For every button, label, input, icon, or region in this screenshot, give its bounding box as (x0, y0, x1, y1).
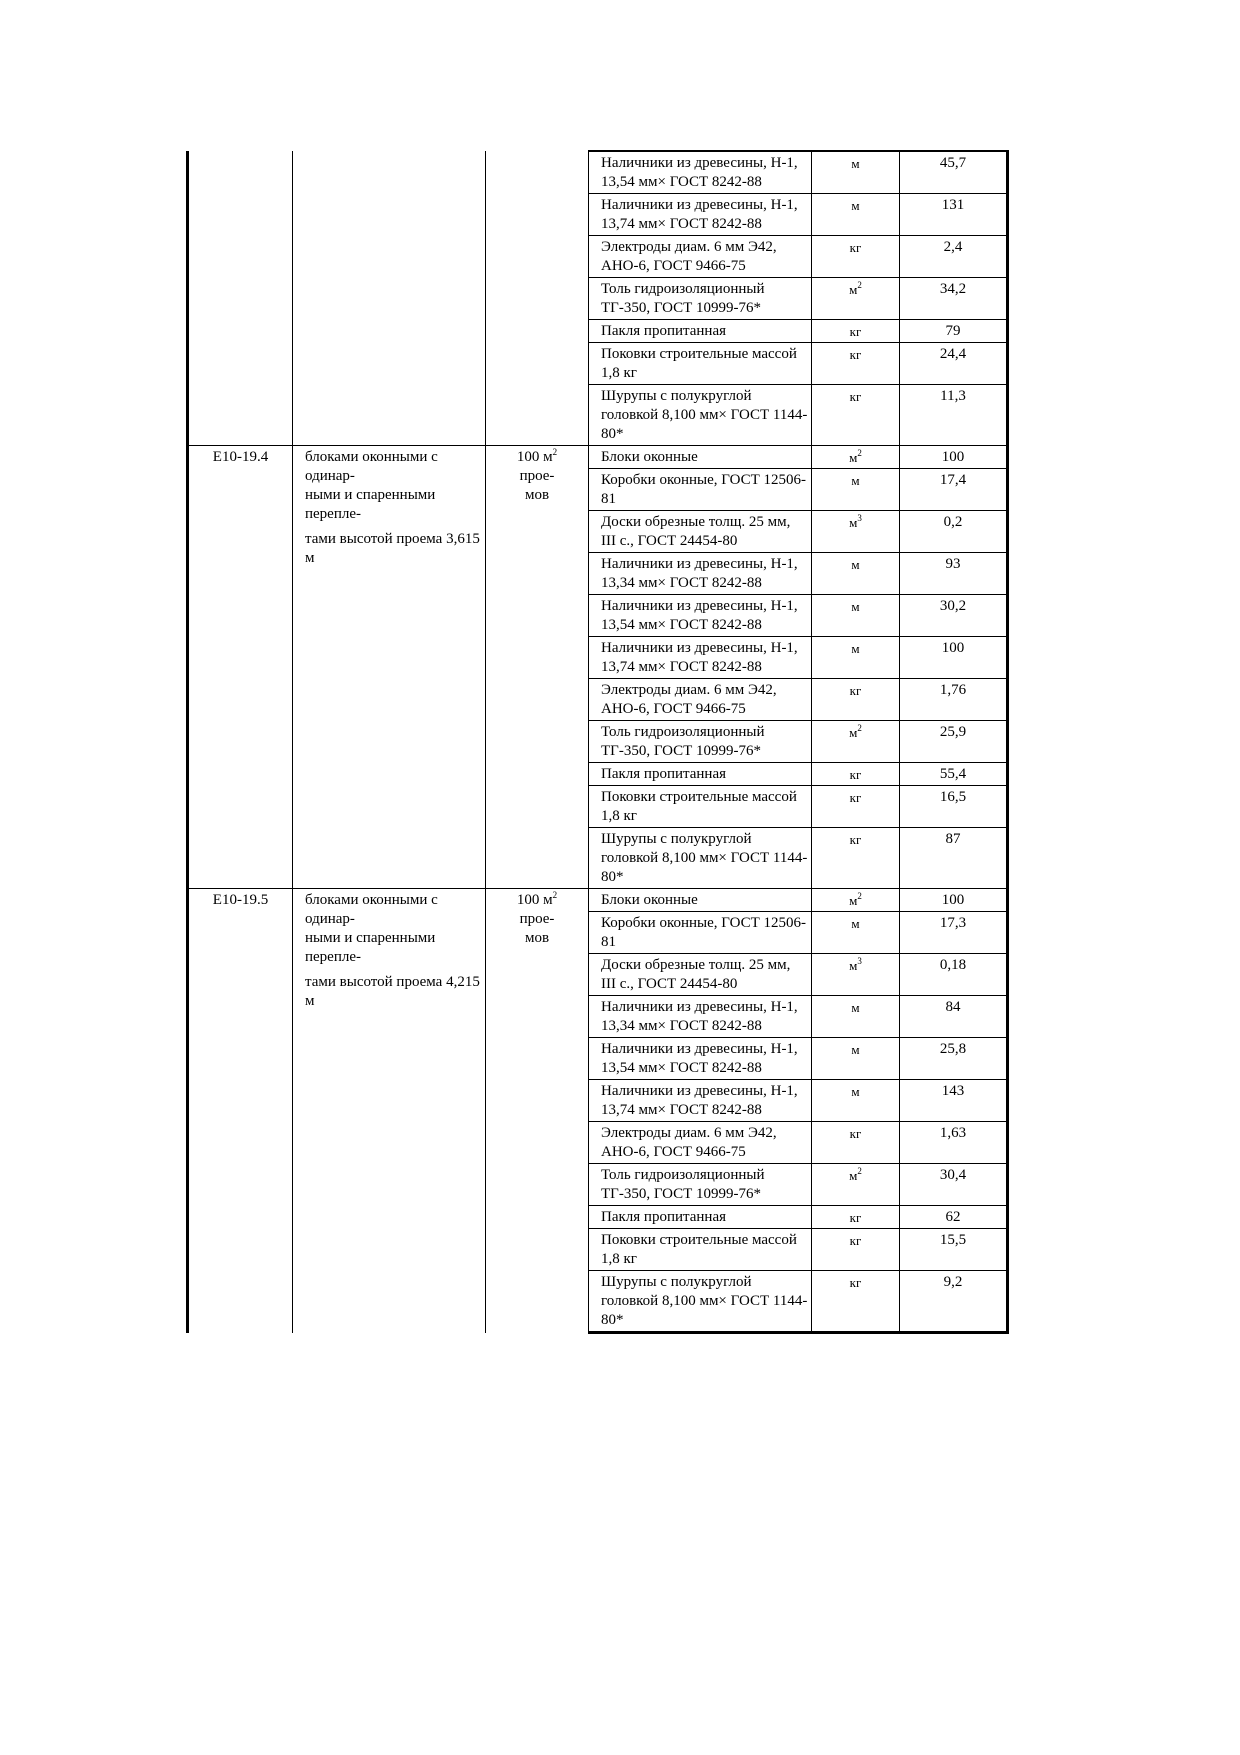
material-unit-exponent: 2 (857, 1166, 862, 1176)
material-name: Наличники из древесины, Н-1, 13,54 мм× ГОСТ 8242-88 (589, 595, 812, 637)
material-unit-exponent: 3 (857, 513, 862, 523)
material-name: Блоки оконные (589, 889, 812, 912)
material-unit-text: кг (849, 767, 862, 782)
material-quantity: 17,4 (900, 469, 1008, 511)
material-unit (812, 912, 900, 954)
measure-unit-text: мов (524, 487, 550, 503)
material-unit-text: м (851, 156, 860, 171)
material-quantity: 0,2 (900, 511, 1008, 553)
measure-unit-line (488, 891, 586, 910)
work-description (293, 151, 486, 446)
material-unit-text: м (851, 641, 860, 656)
material-quantity: 87 (900, 828, 1008, 889)
measure-unit-text: мов (524, 930, 550, 946)
material-unit-exponent: 2 (857, 280, 862, 290)
resource-table-body (188, 151, 1008, 1333)
material-unit-text: м (851, 1000, 860, 1015)
material-quantity: 79 (900, 320, 1008, 343)
material-quantity: 25,9 (900, 721, 1008, 763)
work-description-line: тами высотой проема 4,215 м (305, 974, 480, 1009)
material-name: Поковки строительные массой 1,8 кг (589, 1229, 812, 1271)
material-unit (812, 320, 900, 343)
material-unit-text: кг (849, 240, 862, 255)
material-unit-text: м (851, 473, 860, 488)
measure-unit-line (488, 486, 586, 505)
material-unit-text: кг (849, 389, 862, 404)
material-name: Шурупы с полукруглой головкой 8,100 мм× ГОСТ 1144-80* (589, 828, 812, 889)
material-unit (812, 1164, 900, 1206)
material-unit (812, 1229, 900, 1271)
material-name: Пакля пропитанная (589, 1206, 812, 1229)
measure-unit-line (488, 929, 586, 948)
measure-unit-exponent: 2 (552, 447, 558, 457)
material-unit-text: кг (849, 1275, 862, 1290)
material-unit (812, 786, 900, 828)
material-unit (812, 1122, 900, 1164)
work-description-line: ными и спаренными перепле- (305, 487, 436, 522)
material-name: Доски обрезные толщ. 25 мм, III с., ГОСТ 24454-80 (589, 511, 812, 553)
material-unit-text: кг (849, 1210, 862, 1225)
material-unit (812, 446, 900, 469)
material-unit (812, 889, 900, 912)
work-description-line: ными и спаренными перепле- (305, 930, 436, 965)
resource-norms-document (186, 150, 1006, 1334)
material-unit (812, 278, 900, 320)
material-unit (812, 343, 900, 385)
material-unit (812, 385, 900, 446)
table-row (188, 151, 1008, 194)
material-unit-text: кг (849, 1233, 862, 1248)
material-unit (812, 828, 900, 889)
material-name: Коробки оконные, ГОСТ 12506-81 (589, 912, 812, 954)
material-unit-exponent: 2 (857, 448, 862, 458)
material-unit-text: м (851, 1084, 860, 1099)
resource-table (186, 150, 1009, 1334)
material-name: Наличники из древесины, Н-1, 13,74 мм× ГОСТ 8242-88 (589, 637, 812, 679)
measure-unit-exponent: 2 (552, 890, 558, 900)
material-name: Толь гидроизоляционный ТГ-350, ГОСТ 10999-76* (589, 721, 812, 763)
material-name: Шурупы с полукруглой головкой 8,100 мм× ГОСТ 1144-80* (589, 1271, 812, 1333)
material-quantity: 55,4 (900, 763, 1008, 786)
table-row (188, 446, 1008, 469)
measure-unit (486, 446, 589, 889)
table-row (188, 889, 1008, 912)
material-unit (812, 595, 900, 637)
work-description-line: тами высотой проема 3,615 м (305, 531, 480, 566)
material-unit (812, 553, 900, 595)
material-name: Толь гидроизоляционный ТГ-350, ГОСТ 10999-76* (589, 278, 812, 320)
material-unit (812, 637, 900, 679)
material-unit-text: м (849, 893, 858, 908)
material-unit (812, 1038, 900, 1080)
material-unit (812, 511, 900, 553)
material-quantity: 1,63 (900, 1122, 1008, 1164)
material-unit-text: м (849, 282, 858, 297)
material-quantity: 30,2 (900, 595, 1008, 637)
material-unit-text: м (851, 198, 860, 213)
norm-code: Е10-19.5 (188, 889, 293, 1333)
work-description-line: блоками оконными с одинар- (305, 449, 438, 484)
material-unit (812, 679, 900, 721)
material-unit-exponent: 2 (857, 891, 862, 901)
material-quantity: 34,2 (900, 278, 1008, 320)
measure-unit (486, 151, 589, 446)
material-name: Электроды диам. 6 мм Э42, АНО-6, ГОСТ 9466-75 (589, 236, 812, 278)
work-description (293, 889, 486, 1333)
material-quantity: 17,3 (900, 912, 1008, 954)
measure-unit (486, 889, 589, 1333)
measure-unit-line (488, 910, 586, 929)
material-unit (812, 1271, 900, 1333)
material-quantity: 84 (900, 996, 1008, 1038)
material-name: Электроды диам. 6 мм Э42, АНО-6, ГОСТ 9466-75 (589, 679, 812, 721)
material-name: Толь гидроизоляционный ТГ-350, ГОСТ 10999-76* (589, 1164, 812, 1206)
material-unit-text: кг (849, 324, 862, 339)
material-unit-text: м (851, 557, 860, 572)
material-name: Наличники из древесины, Н-1, 13,54 мм× ГОСТ 8242-88 (589, 151, 812, 194)
material-quantity: 2,4 (900, 236, 1008, 278)
material-quantity: 45,7 (900, 151, 1008, 194)
material-unit-text: кг (849, 347, 862, 362)
material-unit (812, 1080, 900, 1122)
material-unit (812, 1206, 900, 1229)
material-quantity: 11,3 (900, 385, 1008, 446)
material-quantity: 16,5 (900, 786, 1008, 828)
material-unit-text: м (849, 1168, 858, 1183)
material-unit (812, 996, 900, 1038)
material-name: Электроды диам. 6 мм Э42, АНО-6, ГОСТ 9466-75 (589, 1122, 812, 1164)
material-unit-text: м (849, 725, 858, 740)
measure-unit-text: прое- (519, 911, 555, 927)
material-name: Наличники из древесины, Н-1, 13,54 мм× ГОСТ 8242-88 (589, 1038, 812, 1080)
material-quantity: 30,4 (900, 1164, 1008, 1206)
material-unit-text: м (851, 599, 860, 614)
material-unit-text: м (851, 916, 860, 931)
material-unit-text: м (851, 1042, 860, 1057)
material-name: Наличники из древесины, Н-1, 13,74 мм× ГОСТ 8242-88 (589, 194, 812, 236)
material-quantity: 1,76 (900, 679, 1008, 721)
material-unit-text: кг (849, 683, 862, 698)
material-unit (812, 469, 900, 511)
material-quantity: 100 (900, 637, 1008, 679)
norm-code (188, 151, 293, 446)
material-quantity: 0,18 (900, 954, 1008, 996)
material-quantity: 62 (900, 1206, 1008, 1229)
material-unit-text: кг (849, 790, 862, 805)
material-quantity: 131 (900, 194, 1008, 236)
material-unit (812, 194, 900, 236)
material-name: Наличники из древесины, Н-1, 13,74 мм× ГОСТ 8242-88 (589, 1080, 812, 1122)
material-quantity: 100 (900, 889, 1008, 912)
material-name: Коробки оконные, ГОСТ 12506-81 (589, 469, 812, 511)
material-quantity: 15,5 (900, 1229, 1008, 1271)
material-quantity: 25,8 (900, 1038, 1008, 1080)
material-name: Пакля пропитанная (589, 763, 812, 786)
measure-unit-line (488, 448, 586, 467)
material-quantity: 100 (900, 446, 1008, 469)
material-name: Поковки строительные массой 1,8 кг (589, 343, 812, 385)
material-quantity: 24,4 (900, 343, 1008, 385)
material-name: Блоки оконные (589, 446, 812, 469)
material-unit-exponent: 3 (857, 956, 862, 966)
measure-unit-text: прое- (519, 468, 555, 484)
material-unit (812, 954, 900, 996)
material-name: Доски обрезные толщ. 25 мм, III с., ГОСТ 24454-80 (589, 954, 812, 996)
material-unit (812, 763, 900, 786)
norm-code: Е10-19.4 (188, 446, 293, 889)
material-quantity: 143 (900, 1080, 1008, 1122)
material-quantity: 93 (900, 553, 1008, 595)
material-unit (812, 721, 900, 763)
measure-unit-text: 100 м (516, 449, 553, 465)
material-name: Пакля пропитанная (589, 320, 812, 343)
material-unit-text: кг (849, 832, 862, 847)
work-description-line: блоками оконными с одинар- (305, 892, 438, 927)
measure-unit-line (488, 467, 586, 486)
material-name: Наличники из древесины, Н-1, 13,34 мм× ГОСТ 8242-88 (589, 553, 812, 595)
material-unit-text: м (849, 450, 858, 465)
material-unit (812, 236, 900, 278)
material-unit-text: м (849, 958, 858, 973)
material-unit-exponent: 2 (857, 723, 862, 733)
material-name: Шурупы с полукруглой головкой 8,100 мм× ГОСТ 1144-80* (589, 385, 812, 446)
material-name: Поковки строительные массой 1,8 кг (589, 786, 812, 828)
material-unit-text: кг (849, 1126, 862, 1141)
material-unit (812, 151, 900, 194)
material-quantity: 9,2 (900, 1271, 1008, 1333)
work-description (293, 446, 486, 889)
material-unit-text: м (849, 515, 858, 530)
material-name: Наличники из древесины, Н-1, 13,34 мм× ГОСТ 8242-88 (589, 996, 812, 1038)
measure-unit-text: 100 м (516, 892, 553, 908)
